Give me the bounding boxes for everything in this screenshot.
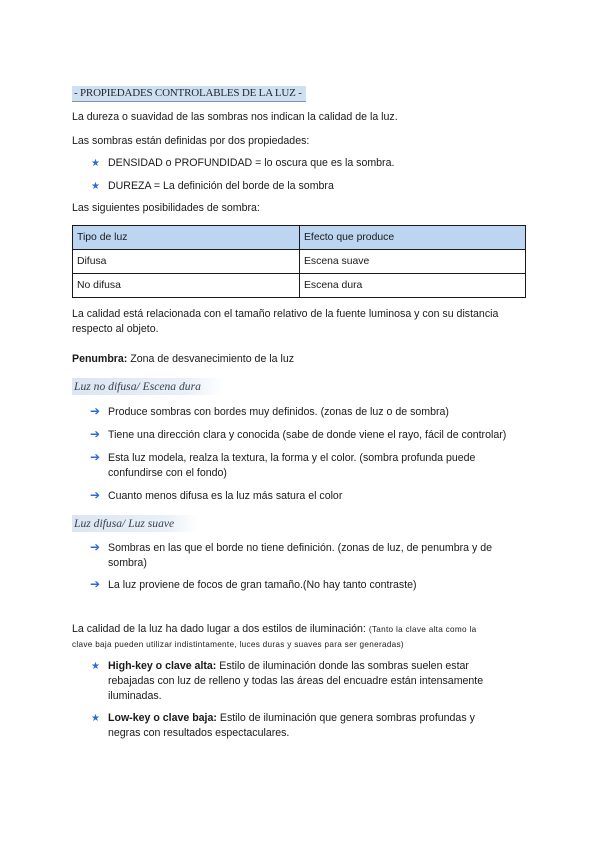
table-cell: No difusa [73, 274, 300, 298]
penumbra-text: Zona de desvanecimiento de la luz [127, 353, 295, 365]
hard-light-item: Esta luz modela, realza la textura, la forma y el color. (sombra profunda puede [108, 452, 476, 464]
low-key-label: Low-key o clave baja: [108, 712, 217, 724]
table-cell: Escena dura [300, 274, 526, 298]
table-cell: Difusa [73, 250, 300, 274]
high-key-text-continued: iluminadas. [108, 690, 162, 702]
high-key-text-continued: rebajadas con luz de relleno y todas las áreas del encuadre están intensamente [108, 675, 484, 687]
arrow-icon: ➔ [90, 404, 101, 418]
possibilities-text: Las siguientes posibilidades de sombra: [72, 202, 260, 214]
low-key-text-continued: negras con resultados espectaculares. [108, 727, 290, 739]
arrow-icon: ➔ [90, 427, 101, 441]
low-key-text: Estilo de iluminación que genera sombras profundas y [216, 712, 475, 724]
arrow-icon: ➔ [90, 450, 101, 464]
penumbra-definition [72, 352, 294, 367]
star-bullet-icon: ★ [91, 713, 100, 724]
table-row [73, 274, 526, 298]
property-item: DENSIDAD o PROFUNDIDAD = lo oscura que es la sombra. [108, 157, 395, 169]
high-key-item [108, 659, 469, 674]
hard-light-title: Luz no difusa/ Escena dura [72, 378, 224, 395]
high-key-label: High-key o clave alta: [108, 660, 217, 672]
property-item: DUREZA = La definición del borde de la sombra [108, 180, 334, 192]
hard-light-item: Cuanto menos difusa es la luz más satura el color [108, 490, 343, 502]
styles-note-continued: clave baja pueden utilizar indistintamente, luces duras y suaves para ser generadas) [72, 640, 404, 649]
arrow-icon: ➔ [90, 540, 101, 554]
section-heading: - PROPIEDADES CONTROLABLES DE LA LUZ - [72, 86, 306, 102]
hard-light-item: Tiene una dirección clara y conocida (sabe de donde viene el rayo, fácil de controlar) [108, 429, 507, 441]
table-header-cell: Tipo de luz [73, 226, 300, 250]
star-bullet-icon: ★ [91, 158, 100, 169]
hard-light-item: Produce sombras con bordes muy definidos. (zonas de luz o de sombra) [108, 406, 449, 418]
soft-light-item-continued: sombra) [108, 557, 147, 569]
soft-light-title: Luz difusa/ Luz suave [72, 515, 198, 532]
soft-light-item: Sombras en las que el borde no tiene definición. (zonas de luz, de penumbra y de [108, 542, 492, 554]
low-key-item [108, 711, 475, 726]
quality-text-line: La calidad está relacionada con el tamaño relativo de la fuente luminosa y con su distancia [72, 308, 499, 320]
star-bullet-icon: ★ [91, 181, 100, 192]
hard-light-item-continued: confundirse con el fondo) [108, 467, 227, 479]
high-key-text: Estilo de iluminación donde las sombras suelen estar [216, 660, 469, 672]
styles-note: (Tanto la clave alta como la [368, 625, 477, 634]
shadow-definition: Las sombras están definidas por dos propiedades: [72, 135, 310, 147]
penumbra-label: Penumbra: [72, 353, 128, 365]
quality-text-line: respecto al objeto. [72, 323, 159, 335]
table-header-row [73, 226, 526, 250]
intro-paragraph: La dureza o suavidad de las sombras nos indican la calidad de la luz. [72, 111, 398, 123]
styles-intro [72, 622, 476, 637]
shadow-table [72, 225, 526, 298]
arrow-icon: ➔ [90, 488, 101, 502]
star-bullet-icon: ★ [91, 661, 100, 672]
soft-light-item: La luz proviene de focos de gran tamaño.(No hay tanto contraste) [108, 579, 417, 591]
styles-intro-text: La calidad de la luz ha dado lugar a dos estilos de iluminación: [72, 623, 369, 635]
table-row [73, 250, 526, 274]
arrow-icon: ➔ [90, 577, 101, 591]
table-cell: Escena suave [300, 250, 526, 274]
table-header-cell: Efecto que produce [300, 226, 526, 250]
